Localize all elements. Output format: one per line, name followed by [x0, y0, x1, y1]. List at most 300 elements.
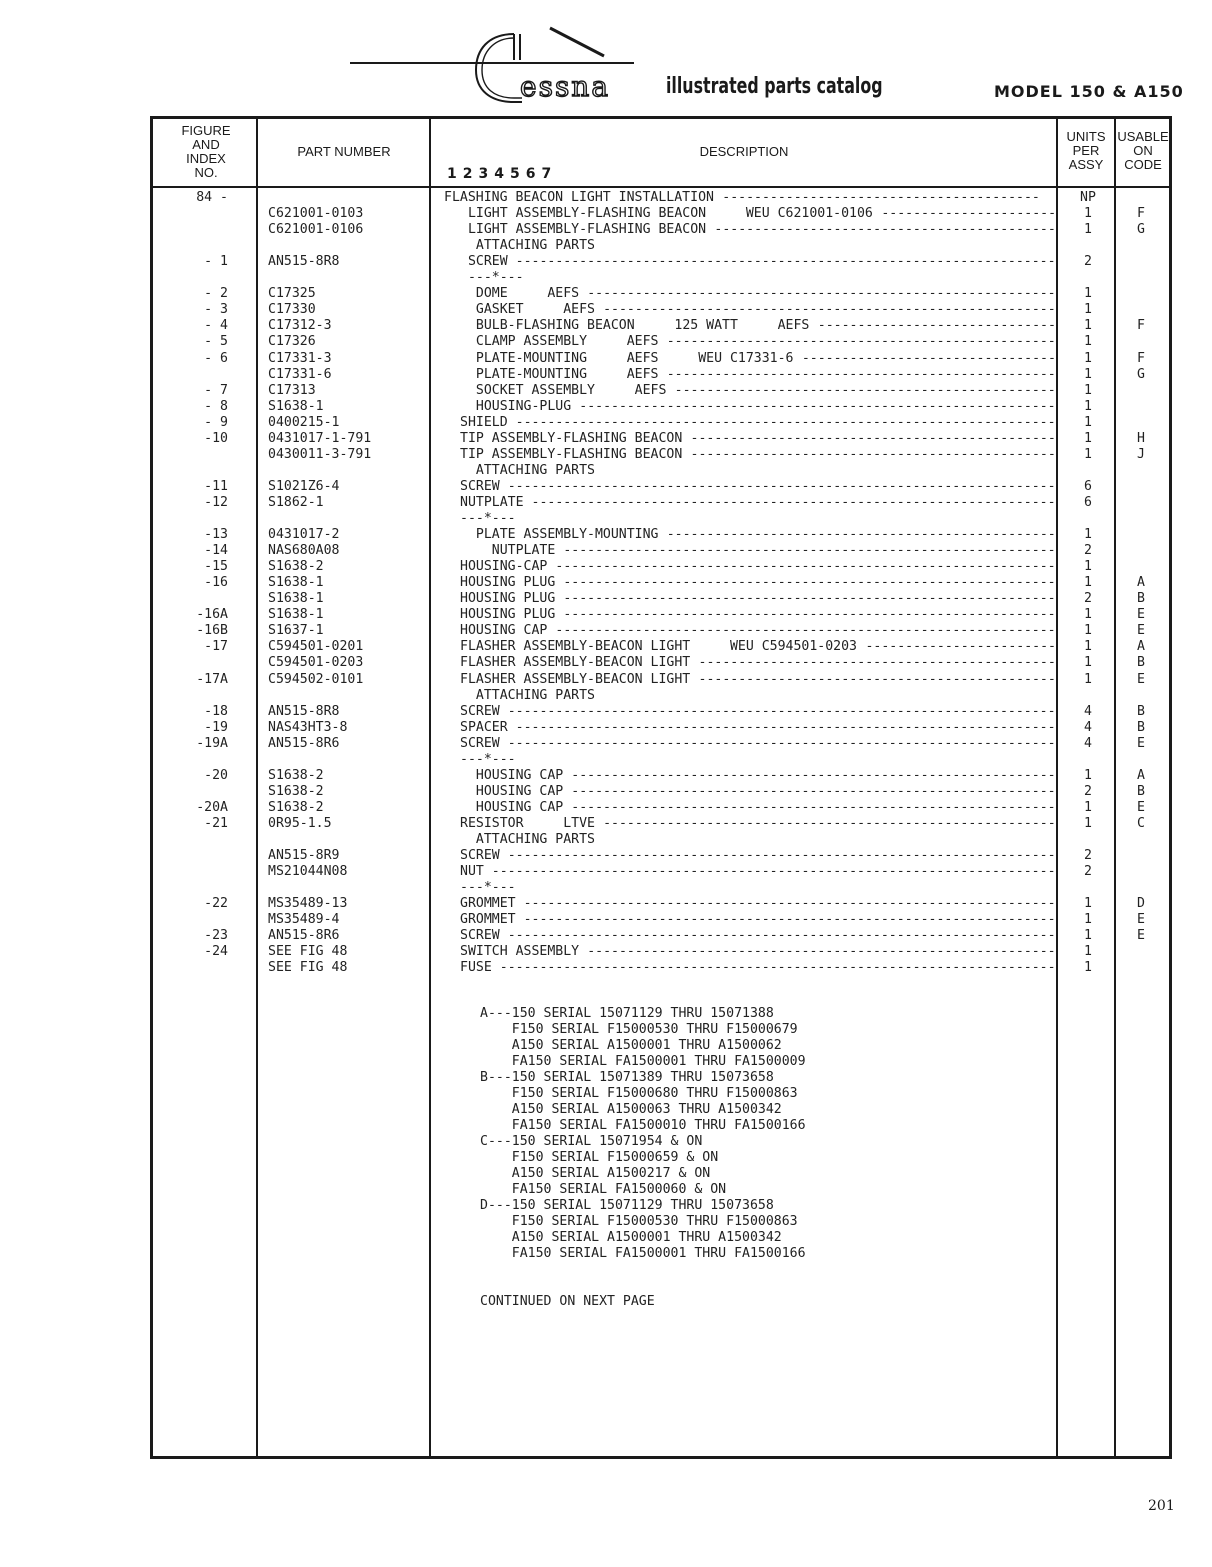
figure-index: -22: [204, 896, 228, 912]
part-description: NUTPLATE: [491, 543, 556, 559]
figure-index: -21: [204, 815, 228, 831]
units-per-assy: 4: [1084, 735, 1092, 751]
part-number: AN515-8R6: [268, 735, 340, 751]
part-number: S1638-2: [268, 559, 324, 575]
table-row: [0, 960, 1212, 976]
leader-dashes: ------------------------------: [817, 318, 1056, 334]
leader-dashes: -------------------------------------------------: [666, 527, 1056, 543]
table-row: [0, 591, 1212, 607]
units-per-assy: 1: [1084, 430, 1092, 446]
table-row: [0, 399, 1212, 415]
part-description: SWITCH ASSEMBLY: [460, 944, 580, 960]
leader-dashes: --------------------------------------------------------------: [563, 543, 1056, 559]
units-per-assy: 1: [1084, 639, 1092, 655]
units-per-assy: 1: [1084, 767, 1092, 783]
leader-dashes: ------------------------------------------------------------: [579, 398, 1056, 414]
part-number-column-header: PART NUMBER: [297, 144, 391, 159]
part-number: SEE FIG 48: [268, 960, 348, 976]
part-description: ---*---: [460, 880, 516, 896]
units-per-assy: 1: [1084, 366, 1092, 382]
leader-dashes: ---------------------------------------------------------------------: [507, 735, 1056, 751]
leader-dashes: ---------------------------------------------------------------------: [507, 848, 1056, 864]
units-per-assy: 2: [1084, 591, 1092, 607]
units-per-assy: 1: [1084, 446, 1092, 462]
usable-on-code: B: [1137, 719, 1145, 735]
note-line: FA150 SERIAL FA1500001 THRU FA1500009: [480, 1054, 806, 1069]
note-line: FA150 SERIAL FA1500010 THRU FA1500166: [480, 1118, 806, 1133]
part-number: C17325: [268, 286, 316, 302]
usable-code-column-header: USABLE ON CODE: [1117, 129, 1169, 172]
part-number: S1021Z6-4: [268, 478, 340, 494]
table-row: [0, 944, 1212, 960]
figure-index: -13: [204, 527, 228, 543]
figure-index: -18: [204, 703, 228, 719]
usable-on-code: B: [1137, 783, 1145, 799]
table-row: [0, 575, 1212, 591]
leader-dashes: -------------------------------------------------------------------: [523, 896, 1056, 912]
table-row: [0, 688, 1212, 704]
part-number: S1638-2: [268, 783, 324, 799]
table-row: [0, 912, 1212, 928]
leader-dashes: ------------------------: [865, 639, 1056, 655]
figure-index: - 9: [204, 414, 228, 430]
usable-on-code: F: [1137, 318, 1145, 334]
indent-digits: 1234567: [447, 166, 558, 182]
part-description: FLASHING BEACON LIGHT INSTALLATION: [444, 190, 714, 205]
leader-dashes: -------------------------------------------------------------: [571, 767, 1056, 783]
leader-dashes: -------------------------------------------------------------------: [523, 912, 1056, 928]
table-row: [0, 286, 1212, 302]
table-row: [0, 479, 1212, 495]
leader-dashes: ---------------------------------------------------------------------: [507, 478, 1056, 494]
table-row: [0, 784, 1212, 800]
usable-on-code: A: [1137, 767, 1145, 783]
part-description: GASKET AEFS: [475, 302, 595, 318]
units-per-assy: 1: [1084, 960, 1092, 976]
part-description: FUSE: [460, 960, 492, 976]
figure-index: - 4: [204, 318, 228, 334]
part-description: GROMMET: [460, 896, 516, 912]
units-column-header: UNITS PER ASSY: [1066, 129, 1106, 172]
table-row: [0, 254, 1212, 270]
leader-dashes: ---------------------------------------------: [698, 671, 1056, 687]
usable-on-code: G: [1137, 366, 1145, 382]
figure-index: -12: [204, 494, 228, 510]
leader-dashes: --------------------------------------------------------------: [563, 607, 1056, 623]
part-description: ---*---: [460, 511, 516, 526]
usable-on-code: C: [1137, 815, 1145, 831]
note-line: A150 SERIAL A1500217 & ON: [480, 1166, 711, 1181]
part-number: C17312-3: [268, 318, 332, 334]
leader-dashes: ----------------------------------------------: [690, 430, 1056, 446]
part-description: BULB-FLASHING BEACON 125 WATT AEFS: [475, 318, 810, 334]
leader-dashes: --------------------------------------------------------------------: [515, 254, 1056, 270]
table-row: [0, 334, 1212, 350]
leader-dashes: ----------------------------------------------: [690, 446, 1056, 462]
part-number: C621001-0106: [268, 222, 364, 238]
part-number: MS21044N08: [268, 864, 348, 880]
part-number: C621001-0103: [268, 206, 364, 222]
part-number: C594501-0201: [268, 639, 364, 655]
note-line: F150 SERIAL F15000680 THRU F15000863: [480, 1086, 798, 1101]
usable-on-code: F: [1137, 206, 1145, 222]
figure-index: -15: [204, 559, 228, 575]
figure-index: -11: [204, 478, 228, 494]
usable-on-code: E: [1137, 735, 1145, 751]
figure-index: -19A: [196, 735, 228, 751]
leader-dashes: ---------------------------------------------: [698, 655, 1056, 671]
units-per-assy: NP: [1080, 190, 1096, 205]
figure-index: -17A: [196, 671, 228, 687]
table-row: [0, 720, 1212, 736]
table-row: [0, 623, 1212, 639]
part-description: HOUSING PLUG: [460, 607, 556, 623]
units-per-assy: 1: [1084, 607, 1092, 623]
header-divider: [153, 186, 1169, 188]
usable-on-code: B: [1137, 655, 1145, 671]
units-per-assy: 2: [1084, 864, 1092, 880]
leader-dashes: --------------------------------------------------------------------: [515, 414, 1056, 430]
figure-index: -10: [204, 430, 228, 446]
part-description: ---*---: [460, 751, 516, 767]
catalog-title: illustrated parts catalog: [666, 74, 883, 99]
part-description: DOME AEFS: [475, 286, 580, 302]
usable-on-code: E: [1137, 623, 1145, 639]
figure-index: -14: [204, 543, 228, 559]
leader-dashes: ---------------------------------------------------------------------: [507, 928, 1056, 944]
part-description: SCREW: [460, 703, 500, 719]
note-line: D---150 SERIAL 15071129 THRU 15073658: [480, 1198, 774, 1213]
usable-on-code: H: [1137, 430, 1145, 446]
part-description: HOUSING-CAP: [460, 559, 548, 575]
note-line: A150 SERIAL A1500063 THRU A1500342: [480, 1102, 782, 1117]
part-number: S1638-1: [268, 607, 324, 623]
table-row: [0, 768, 1212, 784]
leader-dashes: --------------------------------------------------------------------: [515, 719, 1056, 735]
note-line: F150 SERIAL F15000659 & ON: [480, 1150, 719, 1165]
units-per-assy: 1: [1084, 896, 1092, 912]
table-row: [0, 864, 1212, 880]
part-number: 0431017-1-791: [268, 430, 372, 446]
units-per-assy: 1: [1084, 655, 1092, 671]
units-per-assy: 1: [1084, 382, 1092, 398]
part-number: 0431017-2: [268, 527, 340, 543]
part-description: ATTACHING PARTS: [475, 832, 595, 847]
part-number: NAS43HT3-8: [268, 719, 348, 735]
part-number: C594502-0101: [268, 671, 364, 687]
figure-index: -20: [204, 767, 228, 783]
part-description: NUTPLATE: [460, 494, 524, 510]
table-row: [0, 832, 1212, 848]
table-row: [0, 928, 1212, 944]
leader-dashes: ---------------------------------------------------------------: [555, 623, 1056, 639]
part-number: S1862-1: [268, 494, 324, 510]
part-description: HOUSING CAP: [475, 799, 564, 815]
leader-dashes: -------------------------------------------------------------: [571, 799, 1056, 815]
usable-on-code: E: [1137, 671, 1145, 687]
leader-dashes: --------------------------------------------------------------: [563, 575, 1056, 591]
part-description: ATTACHING PARTS: [475, 238, 595, 254]
note-line: FA150 SERIAL FA1500001 THRU FA1500166: [480, 1246, 806, 1261]
leader-dashes: ----------------------: [881, 206, 1056, 222]
part-description: TIP ASSEMBLY-FLASHING BEACON: [460, 446, 683, 462]
leader-dashes: -----------------------------------------------------------: [587, 286, 1056, 302]
part-description: LIGHT ASSEMBLY-FLASHING BEACON: [467, 222, 707, 238]
table-row: [0, 302, 1212, 318]
units-per-assy: 2: [1084, 848, 1092, 864]
table-row: [0, 639, 1212, 655]
figure-index: - 8: [204, 398, 228, 414]
figure-index: -23: [204, 928, 228, 944]
part-number: S1638-1: [268, 591, 324, 607]
part-description: PLATE-MOUNTING AEFS: [475, 366, 659, 382]
part-description: ---*---: [467, 270, 524, 286]
table-row: [0, 896, 1212, 912]
table-row: [0, 800, 1212, 816]
part-number: S1638-1: [268, 398, 324, 414]
figure-index: -17: [204, 639, 228, 655]
table-row: [0, 222, 1212, 238]
page-number: 201: [1148, 1498, 1175, 1514]
part-number: C17326: [268, 334, 316, 350]
leader-dashes: ---------------------------------------------------------: [603, 302, 1056, 318]
part-number: 0400215-1: [268, 414, 340, 430]
table-row: [0, 367, 1212, 383]
figure-index: 84 -: [196, 190, 228, 205]
leader-dashes: ----------------------------------------------------------------------: [499, 960, 1056, 976]
part-description: PLATE ASSEMBLY-MOUNTING: [475, 527, 659, 543]
units-per-assy: 1: [1084, 398, 1092, 414]
note-line: C---150 SERIAL 15071954 & ON: [480, 1134, 703, 1149]
part-description: HOUSING PLUG: [460, 575, 556, 591]
usable-on-code: E: [1137, 912, 1145, 928]
part-description: SCREW: [460, 848, 500, 864]
part-number: S1638-2: [268, 799, 324, 815]
part-number: 0R95-1.5: [268, 815, 332, 831]
part-description: SCREW: [460, 478, 500, 494]
part-description: HOUSING PLUG: [460, 591, 556, 607]
table-row: [0, 447, 1212, 463]
table-row: [0, 495, 1212, 511]
table-row: [0, 238, 1212, 254]
units-per-assy: 1: [1084, 318, 1092, 334]
table-row: [0, 880, 1212, 896]
leader-dashes: -----------------------------------------------------------: [587, 944, 1056, 960]
part-number: C594501-0203: [268, 655, 364, 671]
table-row: [0, 736, 1212, 752]
figure-index: -24: [204, 944, 228, 960]
part-number: C17330: [268, 302, 316, 318]
part-number: MS35489-4: [268, 912, 340, 928]
usable-on-code: F: [1137, 350, 1145, 366]
usable-on-code: J: [1137, 446, 1145, 462]
figure-index: - 7: [204, 382, 228, 398]
part-number: C17331-3: [268, 350, 332, 366]
figure-index: -20A: [196, 799, 228, 815]
note-line: B---150 SERIAL 15071389 THRU 15073658: [480, 1070, 774, 1085]
figure-index: -16A: [196, 607, 228, 623]
table-row: [0, 415, 1212, 431]
units-per-assy: 4: [1084, 703, 1092, 719]
figure-column-header: FIGURE AND INDEX NO.: [181, 123, 231, 180]
part-description: TIP ASSEMBLY-FLASHING BEACON: [460, 430, 683, 446]
table-row: [0, 431, 1212, 447]
table-row: [0, 655, 1212, 671]
part-description: PLATE-MOUNTING AEFS WEU C17331-6: [475, 350, 794, 366]
units-per-assy: 1: [1084, 815, 1092, 831]
note-line: A150 SERIAL A1500001 THRU A1500342: [480, 1230, 782, 1245]
continued-note: CONTINUED ON NEXT PAGE: [480, 1294, 655, 1309]
leader-dashes: ---------------------------------------------------------------------: [507, 703, 1056, 719]
units-per-assy: 1: [1084, 302, 1092, 318]
figure-index: - 5: [204, 334, 228, 350]
part-number: AN515-8R8: [268, 254, 340, 270]
leader-dashes: -------------------------------------------------: [666, 334, 1056, 350]
usable-on-code: E: [1137, 928, 1145, 944]
model-title: MODEL 150 & A150: [994, 82, 1184, 101]
table-row: [0, 511, 1212, 527]
usable-on-code: G: [1137, 222, 1145, 238]
part-description: SOCKET ASSEMBLY AEFS: [475, 382, 667, 398]
figure-index: -19: [204, 719, 228, 735]
leader-dashes: ------------------------------------------------------------------: [531, 494, 1056, 510]
units-per-assy: 6: [1084, 494, 1092, 510]
part-description: RESISTOR LTVE: [460, 815, 595, 831]
usable-on-code: B: [1137, 703, 1145, 719]
table-row: [0, 270, 1212, 286]
effectivity-notes: [480, 1006, 806, 1262]
part-description: FLASHER ASSEMBLY-BEACON LIGHT: [460, 655, 691, 671]
description-column-header: DESCRIPTION: [699, 144, 789, 159]
table-row: [0, 463, 1212, 479]
leader-dashes: ---------------------------------------------------------: [603, 815, 1056, 831]
units-per-assy: 1: [1084, 799, 1092, 815]
table-row: [0, 816, 1212, 832]
units-per-assy: 1: [1084, 559, 1092, 575]
leader-dashes: --------------------------------: [801, 350, 1056, 366]
usable-on-code: D: [1137, 896, 1145, 912]
table-row: [0, 543, 1212, 559]
part-description: SPACER: [460, 719, 508, 735]
usable-on-code: E: [1137, 607, 1145, 623]
leader-dashes: -------------------------------------------------------------: [571, 783, 1056, 799]
table-row: [0, 559, 1212, 575]
note-line: A150 SERIAL A1500001 THRU A1500062: [480, 1038, 782, 1053]
part-description: GROMMET: [460, 912, 516, 928]
units-per-assy: 2: [1084, 254, 1092, 270]
part-description: HOUSING-PLUG: [475, 398, 572, 414]
leader-dashes: --------------------------------------------------------------: [563, 591, 1056, 607]
figure-index: - 6: [204, 350, 228, 366]
part-number: AN515-8R6: [268, 928, 340, 944]
units-per-assy: 1: [1084, 928, 1092, 944]
note-line: F150 SERIAL F15000530 THRU F15000863: [480, 1214, 798, 1229]
table-row: [0, 672, 1212, 688]
part-description: SCREW: [460, 928, 500, 944]
table-row: [0, 848, 1212, 864]
note-line: FA150 SERIAL FA1500060 & ON: [480, 1182, 727, 1197]
part-description: NUT: [460, 864, 484, 880]
part-number: C17313: [268, 382, 316, 398]
part-number: S1638-1: [268, 575, 324, 591]
usable-on-code: A: [1137, 575, 1145, 591]
part-number: SEE FIG 48: [268, 944, 348, 960]
units-per-assy: 1: [1084, 350, 1092, 366]
units-per-assy: 6: [1084, 478, 1092, 494]
part-number: AN515-8R9: [268, 848, 340, 864]
part-number: 0430011-3-791: [268, 446, 372, 462]
part-description: SCREW: [467, 254, 508, 270]
part-description: ATTACHING PARTS: [475, 462, 595, 478]
note-line: A---150 SERIAL 15071129 THRU 15071388: [480, 1006, 774, 1021]
units-per-assy: 2: [1084, 783, 1092, 799]
part-description: HOUSING CAP: [475, 783, 564, 799]
units-per-assy: 1: [1084, 527, 1092, 543]
brand-wordmark: essna: [520, 70, 611, 103]
units-per-assy: 2: [1084, 543, 1092, 559]
units-per-assy: 4: [1084, 719, 1092, 735]
leader-dashes: -----------------------------------------------------------------------: [491, 864, 1056, 880]
part-description: FLASHER ASSEMBLY-BEACON LIGHT: [460, 671, 691, 687]
figure-index: - 3: [204, 302, 228, 318]
leader-dashes: -------------------------------------------: [714, 222, 1056, 238]
table-row: [0, 607, 1212, 623]
units-per-assy: 1: [1084, 944, 1092, 960]
part-description: SCREW: [460, 735, 500, 751]
part-description: SHIELD: [460, 414, 508, 430]
usable-on-code: A: [1137, 639, 1145, 655]
table-row: [0, 190, 1212, 206]
part-description: FLASHER ASSEMBLY-BEACON LIGHT WEU C594501-0203: [460, 639, 857, 655]
table-row: [0, 318, 1212, 334]
units-per-assy: 1: [1084, 414, 1092, 430]
table-row: [0, 383, 1212, 399]
part-number: MS35489-13: [268, 896, 348, 912]
part-number: S1638-2: [268, 767, 324, 783]
units-per-assy: 1: [1084, 334, 1092, 350]
units-per-assy: 1: [1084, 575, 1092, 591]
part-description: HOUSING CAP: [475, 767, 564, 783]
part-description: HOUSING CAP: [460, 623, 548, 639]
part-description: ATTACHING PARTS: [475, 687, 595, 703]
table-row: [0, 351, 1212, 367]
figure-index: -16: [204, 575, 228, 591]
usable-on-code: B: [1137, 591, 1145, 607]
figure-index: - 1: [204, 254, 228, 270]
part-description: CLAMP ASSEMBLY AEFS: [475, 334, 659, 350]
table-row: [0, 527, 1212, 543]
table-row: [0, 752, 1212, 768]
figure-index: - 2: [204, 286, 228, 302]
leader-dashes: ------------------------------------------------: [674, 382, 1056, 398]
part-number: NAS680A08: [268, 543, 340, 559]
units-per-assy: 1: [1084, 671, 1092, 687]
units-per-assy: 1: [1084, 623, 1092, 639]
units-per-assy: 1: [1084, 206, 1092, 222]
leader-dashes: -------------------------------------------------: [666, 366, 1056, 382]
usable-on-code: E: [1137, 799, 1145, 815]
leader-dashes: ----------------------------------------: [722, 190, 1040, 205]
units-per-assy: 1: [1084, 286, 1092, 302]
units-per-assy: 1: [1084, 222, 1092, 238]
part-number: AN515-8R8: [268, 703, 340, 719]
note-line: F150 SERIAL F15000530 THRU F15000679: [480, 1022, 798, 1037]
part-description: LIGHT ASSEMBLY-FLASHING BEACON WEU C621001-0106: [467, 206, 873, 222]
table-row: [0, 704, 1212, 720]
part-number: C17331-6: [268, 366, 332, 382]
figure-index: -16B: [196, 623, 228, 639]
leader-dashes: ---------------------------------------------------------------: [555, 559, 1056, 575]
